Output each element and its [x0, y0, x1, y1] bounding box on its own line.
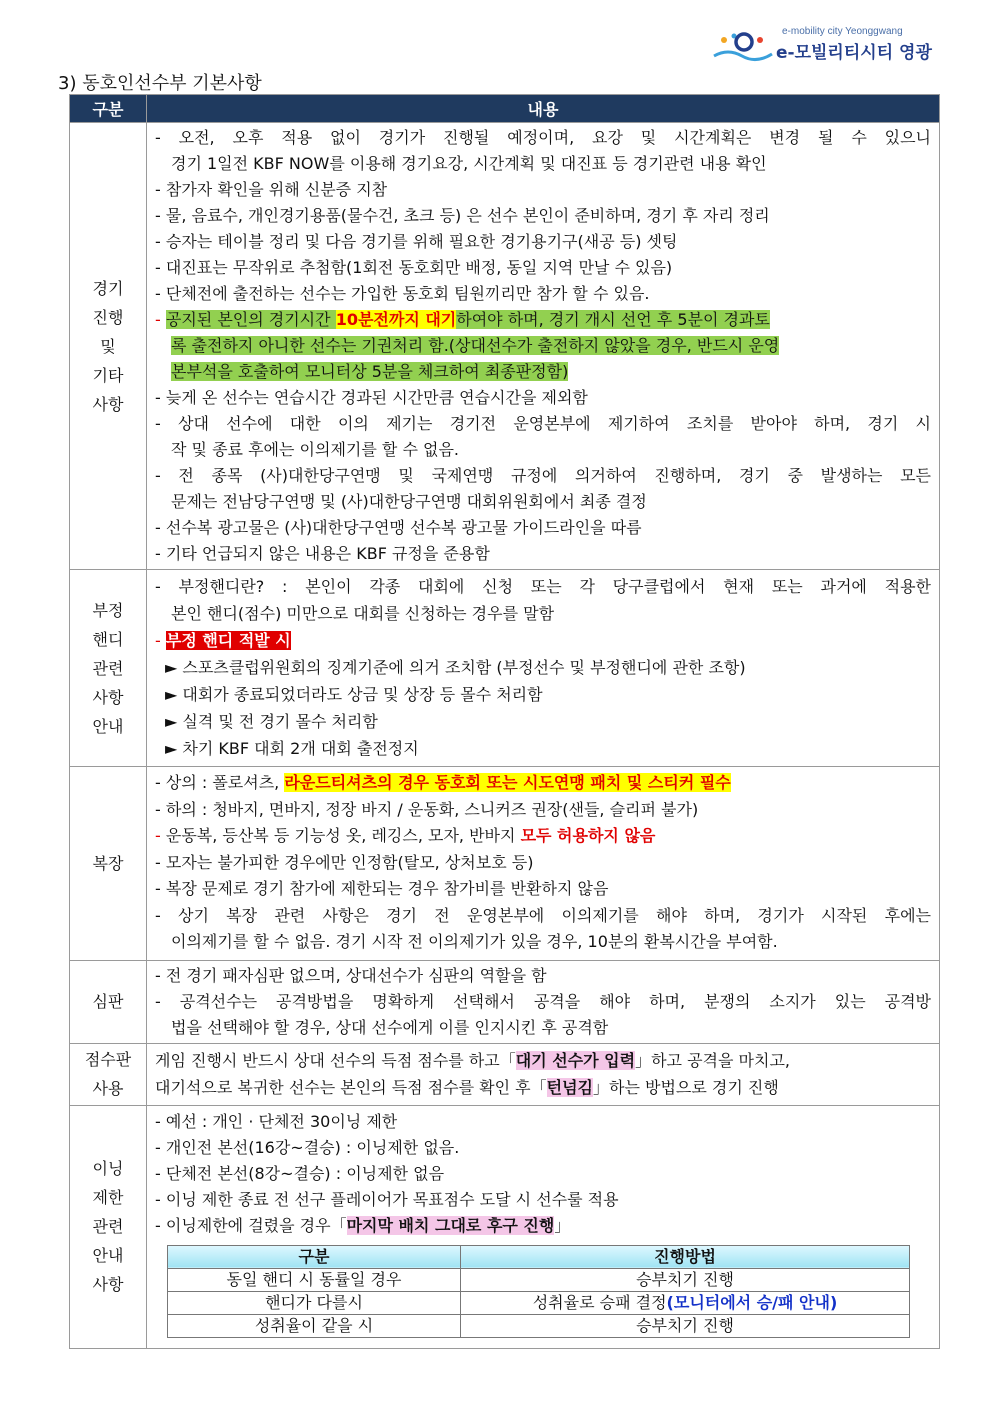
subtable-method: 승부치기 진행 — [461, 1314, 910, 1337]
highlight-green: 록 출전하지 아니한 선수는 기권처리 함.(상대선수가 출전하지 않았을 경우, 반드시 운영 — [171, 336, 780, 355]
category-line: 사용 — [92, 1079, 124, 1098]
category-line: 경기 — [92, 278, 124, 298]
table-row — [168, 1268, 910, 1291]
text-part: 운동복, 등산복 등 기능성 옷, 레깅스, 모자, 반바지 — [165, 826, 521, 845]
text-part: 」하는 방법으로 경기 진행 — [593, 1077, 779, 1097]
dash: - — [155, 826, 166, 845]
text-line: 문제는 전남당구연맹 및 (사)대한당구연맹 대회위원회에서 최종 결정 — [171, 492, 647, 511]
section-title-text: 동호인선수부 기본사항 — [82, 73, 262, 94]
text-part: 」하고 공격을 마치고, — [635, 1050, 790, 1070]
category-line: 사항 — [92, 1275, 124, 1294]
content-scoreboard — [147, 1043, 940, 1105]
row-inning-limit — [70, 1105, 940, 1348]
row-referee — [70, 960, 940, 1043]
text-line: - 개인전 본선(16강~결승) : 이닝제한 없음. — [155, 1137, 460, 1157]
row-fraud-handicap — [70, 570, 940, 767]
dash: - — [155, 310, 166, 329]
subtable-case: 동일 핸디 시 동률일 경우 — [168, 1268, 461, 1291]
content-dress — [147, 767, 940, 961]
text-line-highlight — [155, 359, 931, 385]
text-line: - 예선 : 개인 · 단체전 30이닝 제한 — [155, 1111, 398, 1131]
logo-mark-icon — [712, 30, 774, 64]
text-part: - 이닝제한에 걸렸을 경우「 — [155, 1215, 347, 1235]
category-line: 부정 — [92, 600, 124, 620]
text-line: 작 및 종료 후에는 이의제기를 할 수 없음. — [171, 440, 459, 459]
inning-subtable — [167, 1245, 910, 1338]
subtable-case: 성취율이 같을 시 — [168, 1314, 461, 1337]
subtable-header-row — [168, 1245, 910, 1268]
text-line: - 부정핸디란? : 본인이 각종 대회에 신청 또는 각 당구클럽에서 현재 또는 과거에 적용한 — [155, 577, 931, 596]
subtable-method: 승부치기 진행 — [461, 1268, 910, 1291]
text-line: - 상대 선수에 대한 이의 제기는 경기전 운영본부에 제기하여 조치를 받아야 하며, 경기 시 — [155, 414, 931, 433]
red-bold-text: 모두 허용하지 않음 — [520, 826, 656, 845]
category-line: 점수판 — [84, 1050, 132, 1069]
highlight-pink: 마지막 배치 그대로 후구 진행 — [346, 1215, 555, 1235]
text-line: - 공격선수는 공격방법을 명확하게 선택해서 공격을 해야 하며, 분쟁의 소지가 있는 공격방 — [155, 991, 931, 1011]
table-header-row — [70, 95, 940, 123]
highlight-green: 하여야 하며, 경기 개시 선언 후 5분이 경과토 — [456, 310, 770, 329]
text-part: 게임 진행시 반드시 상대 선수의 득점 점수를 하고「 — [155, 1050, 516, 1070]
highlight-yellow-red: 라운드티셔츠의 경우 동호회 또는 시도연맹 패치 및 스티커 필수 — [284, 773, 731, 792]
table-row — [168, 1314, 910, 1337]
subtable-case: 핸디가 다를시 — [168, 1291, 461, 1314]
category-scoreboard — [70, 1043, 147, 1105]
content-inning — [147, 1105, 940, 1348]
category-line: 핸디 — [92, 629, 124, 649]
text-line — [155, 627, 931, 654]
content-referee — [147, 960, 940, 1043]
row-game-progress — [70, 123, 940, 570]
content-game — [147, 123, 940, 570]
highlight-red: 부정 핸디 적발 시 — [165, 631, 291, 650]
highlight-yellow-red: 10분전까지 대기 — [335, 310, 457, 329]
text-line: - 참가자 확인을 위해 신분증 지참 — [155, 180, 388, 199]
text-line — [155, 823, 931, 850]
text-part: 」 — [554, 1215, 571, 1235]
subtable-header-method: 진행방법 — [461, 1245, 910, 1268]
text-line: - 오전, 오후 적용 없이 경기가 진행될 예정이며, 요강 및 시간계획은 변경 될 수 있으니 — [155, 128, 931, 147]
text-line: - 이닝 제한 종료 전 선구 플레이어가 목표점수 도달 시 선수룰 적용 — [155, 1189, 619, 1209]
city-logo — [712, 22, 942, 66]
text-line: 법을 선택해야 할 경우, 상대 선수에게 이를 인지시킨 후 공격함 — [171, 1017, 609, 1037]
subtable-header-case: 구분 — [168, 1245, 461, 1268]
category-dress: 복장 — [70, 767, 147, 961]
subtable-method-cell — [461, 1291, 910, 1314]
category-line: 및 — [100, 336, 116, 356]
content-handicap — [147, 570, 940, 767]
text-line: - 전 종목 (사)대한당구연맹 및 국제연맹 규정에 의거하여 진행하며, 경기 중 발생하는 모든 — [155, 466, 931, 485]
text-line: - 단체전에 출전하는 선수는 가입한 동호회 팀원끼리만 참가 할 수 있음. — [155, 284, 650, 303]
text-part: - 상의 : 폴로셔츠, — [155, 773, 285, 792]
header-content: 내용 — [147, 95, 940, 123]
bullet-line: ► 스포츠클럽위원회의 징계기준에 의거 조치함 (부정선수 및 부정핸디에 관한 조항) — [165, 658, 746, 677]
logo-title: e-모빌리티시티 영광 — [776, 43, 932, 63]
subtable-note: (모니터에서 승/패 안내) — [666, 1292, 838, 1312]
bullet-line: ► 차기 KBF 대회 2개 대회 출전정지 — [165, 739, 419, 758]
category-line: 안내 — [92, 1246, 124, 1265]
highlight-green: 본부석을 호출하여 모니터상 5분을 체크하여 최종판정함) — [171, 362, 569, 381]
category-referee: 심판 — [70, 960, 147, 1043]
text-line: 본인 핸디(점수) 미만으로 대회를 신청하는 경우를 말함 — [171, 604, 555, 623]
dash: - — [155, 631, 166, 650]
rules-table — [69, 94, 940, 1349]
text-line: 이의제기를 할 수 없음. 경기 시작 전 이의제기가 있을 경우, 10분의 환복시간을 부여함. — [171, 932, 778, 951]
category-line: 이닝 — [92, 1159, 124, 1178]
text-line — [155, 1047, 931, 1074]
highlight-pink: 턴넘김 — [546, 1077, 594, 1097]
text-line: 경기 1일전 KBF NOW를 이용해 경기요강, 시간계획 및 대진표 등 경기관련 내용 확인 — [171, 154, 767, 173]
bullet-line: ► 대회가 종료되었더라도 상금 및 상장 등 몰수 처리함 — [165, 685, 543, 704]
category-line: 관련 — [92, 1217, 124, 1236]
category-line: 사항 — [92, 687, 124, 707]
highlight-pink: 대기 선수가 입력 — [515, 1050, 636, 1070]
row-dress-code — [70, 767, 940, 961]
highlight-green: 공지된 본인의 경기시간 — [165, 310, 336, 329]
row-scoreboard — [70, 1043, 940, 1105]
category-line: 사항 — [92, 394, 124, 414]
text-line: - 전 경기 패자심판 없으며, 상대선수가 심판의 역할을 함 — [155, 965, 547, 985]
text-line: - 하의 : 청바지, 면바지, 정장 바지 / 운동화, 스니커즈 권장(샌들, 슬리퍼 불가) — [155, 799, 699, 819]
section-number: 3) — [58, 73, 77, 94]
category-handicap — [70, 570, 147, 767]
category-line: 제한 — [92, 1188, 124, 1207]
text-part: 대기석으로 복귀한 선수는 본인의 득점 점수를 확인 후「 — [155, 1077, 547, 1097]
category-inning — [70, 1105, 147, 1348]
category-line: 진행 — [92, 307, 124, 327]
text-line — [155, 1213, 931, 1239]
category-line: 관련 — [92, 658, 124, 678]
header-category: 구분 — [70, 95, 147, 123]
text-line: - 늦게 온 선수는 연습시간 경과된 시간만큼 연습시간을 제외함 — [155, 388, 588, 407]
text-line: - 모자는 불가피한 경우에만 인정함(탈모, 상처보호 등) — [155, 852, 534, 872]
text-line: - 상기 복장 관련 사항은 경기 전 운영본부에 이의제기를 해야 하며, 경기가 시작된 후에는 — [155, 905, 931, 925]
category-line: 안내 — [92, 716, 124, 736]
text-line: - 단체전 본선(8강~결승) : 이닝제한 없음 — [155, 1163, 445, 1183]
bullet-line: ► 실격 및 전 경기 몰수 처리함 — [165, 712, 378, 731]
text-line: - 물, 음료수, 개인경기용품(물수건, 초크 등) 은 선수 본인이 준비하며, 경기 후 자리 정리 — [155, 206, 770, 225]
category-line: 기타 — [92, 365, 124, 385]
text-line: - 복장 문제로 경기 참가에 제한되는 경우 참가비를 반환하지 않음 — [155, 879, 609, 898]
category-game — [70, 123, 147, 570]
text-line: - 기타 언급되지 않은 내용은 KBF 규정을 준용함 — [155, 544, 490, 563]
subtable-method: 성취율로 승패 결정 — [532, 1292, 667, 1312]
text-line: - 승자는 테이블 정리 및 다음 경기를 위해 필요한 경기용기구(새공 등) 셋팅 — [155, 232, 678, 251]
logo-subtitle: e-mobility city Yeonggwang — [782, 26, 903, 37]
table-row — [168, 1291, 910, 1314]
text-line — [155, 1074, 931, 1101]
text-line: - 선수복 광고물은 (사)대한당구연맹 선수복 광고물 가이드라인을 따름 — [155, 518, 642, 537]
text-line-highlight — [155, 770, 931, 797]
text-line-highlight — [155, 333, 931, 359]
text-line: - 대진표는 무작위로 추첨함(1회전 동호회만 배정, 동일 지역 만날 수 있음) — [155, 258, 673, 277]
text-line-highlight — [155, 307, 931, 333]
section-title — [58, 69, 262, 95]
